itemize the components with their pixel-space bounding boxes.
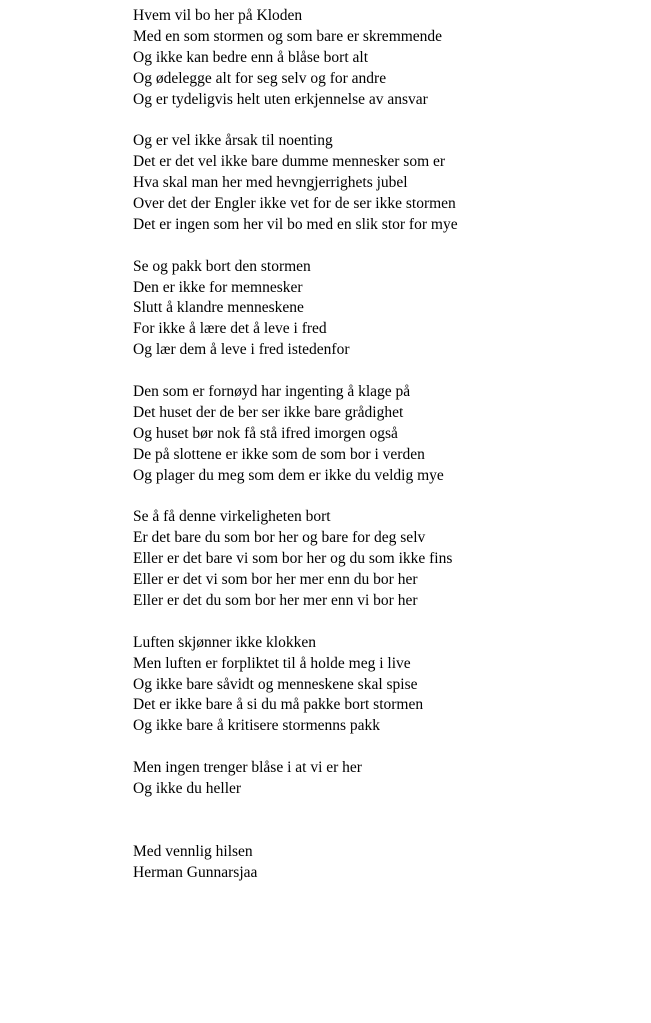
poem-line: Se å få denne virkeligheten bort (133, 508, 331, 526)
poem-line: Og er tydeligvis helt uten erkjennelse av ansvar (133, 90, 428, 108)
poem-line: Det er det vel ikke bare dumme mennesker som er (133, 153, 446, 171)
poem-line: Og ikke du heller (133, 779, 242, 797)
poem-line: Hva skal man her med hevngjerrighets jubel (133, 174, 408, 192)
poem-line: Og ikke kan bedre enn å blåse bort alt (133, 48, 368, 66)
stanza-5 (133, 507, 633, 611)
poem-line: Det er ingen som her vil bo med en slik stor for mye (133, 215, 458, 233)
poem-line: Eller er det du som bor her mer enn vi bor her (133, 591, 418, 609)
poem-line: Og lær dem å leve i fred istedenfor (133, 341, 350, 359)
poem-line: Og ødelegge alt for seg selv og for andre (133, 69, 387, 87)
author-name: Herman Gunnarsjaa (133, 863, 258, 881)
poem-line: Men ingen trenger blåse i at vi er her (133, 759, 362, 777)
signature-block (133, 842, 633, 884)
poem-line: Og er vel ikke årsak til noenting (133, 132, 333, 150)
stanza-7 (133, 758, 633, 800)
poem-line: Eller er det vi som bor her mer enn du bor her (133, 571, 418, 589)
poem-line: Hvem vil bo her på Kloden (133, 7, 303, 24)
poem-line: Og ikke bare å kritisere stormenns pakk (133, 717, 381, 735)
poem-line: Slutt å klandre menneskene (133, 299, 304, 317)
poem-line: Eller er det bare vi som bor her og du som ikke fins (133, 550, 453, 568)
poem-line: Men luften er forpliktet til å holde meg i live (133, 654, 411, 672)
poem-line: Og huset bør nok få stå ifred imorgen også (133, 424, 398, 442)
stanza-2 (133, 131, 633, 235)
poem-line: Den som er fornøyd har ingenting å klage på (133, 383, 411, 401)
closing-greeting: Med vennlig hilsen (133, 842, 253, 860)
stanza-6 (133, 633, 633, 737)
poem-line: For ikke å lære det å leve i fred (133, 320, 327, 338)
stanza-4 (133, 382, 633, 486)
poem-line: Og plager du meg som dem er ikke du veldig mye (133, 466, 444, 484)
poem-line: Den er ikke for memnesker (133, 278, 303, 296)
poem-line: Er det bare du som bor her og bare for deg selv (133, 529, 426, 547)
poem-line: De på slottene er ikke som de som bor i verden (133, 445, 425, 463)
poem-line: Luften skjønner ikke klokken (133, 633, 316, 651)
poem-line: Det huset der de ber ser ikke bare grådighet (133, 403, 404, 421)
stanza-1 (133, 6, 633, 110)
poem-line: Med en som stormen og som bare er skremmende (133, 27, 443, 45)
stanza-3 (133, 257, 633, 361)
poem-line: Se og pakk bort den stormen (133, 257, 311, 275)
poem-document (133, 6, 633, 883)
poem-line: Over det der Engler ikke vet for de ser ikke stormen (133, 195, 456, 213)
poem-line: Og ikke bare såvidt og menneskene skal spise (133, 675, 418, 693)
poem-line: Det er ikke bare å si du må pakke bort stormen (133, 696, 424, 714)
